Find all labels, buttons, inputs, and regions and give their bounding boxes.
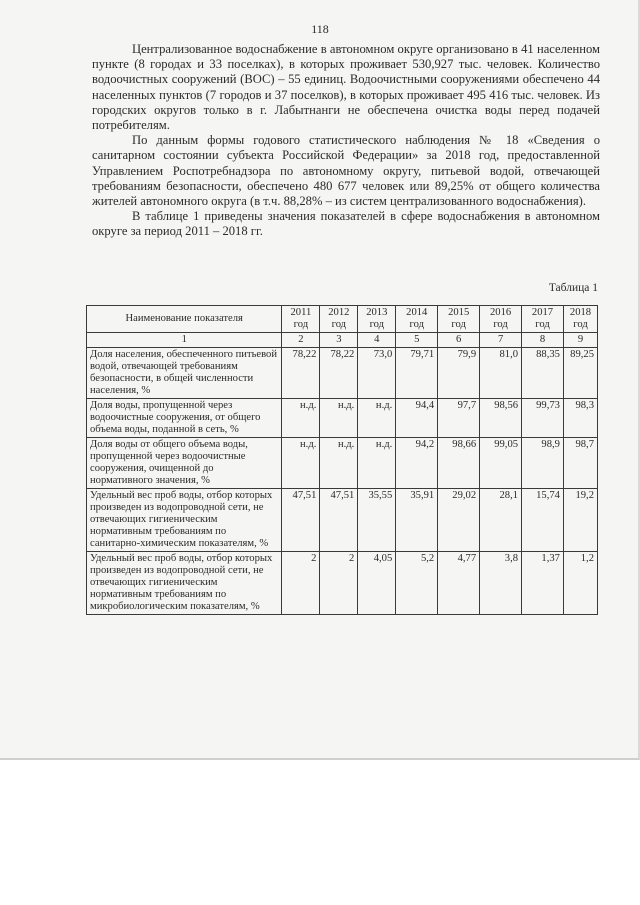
value-cell: 88,35 xyxy=(522,348,564,399)
indicator-name-cell: Удельный вес проб воды, отбор которых произведен из водопроводной сети, не отвечающих гигиеническим нормативным требованиям по микробиологическим показателям, % xyxy=(87,552,282,615)
indicator-name-cell: Доля воды от общего объема воды, пропущенной через водоочистные сооружения, очищенной до нормативного значения, % xyxy=(87,438,282,489)
value-cell: 89,25 xyxy=(563,348,597,399)
value-cell: 47,51 xyxy=(320,489,358,552)
value-cell: 1,2 xyxy=(563,552,597,615)
column-number: 9 xyxy=(563,333,597,348)
table-body xyxy=(87,333,598,615)
paragraph-2: По данным формы годового статистического наблюдения № 18 «Сведения о санитарном состоянии субъекта Российской Федерации» за 2018 год, предоставленной Управлением Роспотребнадзора по автономному округу, питьевой водой, отвечающей требованиям безопасности, обеспечено 480 677 человек или 89,25% от общего количества жителей автономного округа (в т.ч. 88,28% – из систем централизованного водоснабжения). xyxy=(92,133,600,209)
column-number-row xyxy=(87,333,598,348)
header-year: 2011 год xyxy=(282,306,320,333)
value-cell: 3,8 xyxy=(480,552,522,615)
value-cell: 94,2 xyxy=(396,438,438,489)
value-cell: 79,71 xyxy=(396,348,438,399)
table-row xyxy=(87,348,598,399)
column-number: 4 xyxy=(358,333,396,348)
value-cell: 28,1 xyxy=(480,489,522,552)
value-cell: 99,73 xyxy=(522,399,564,438)
column-number: 6 xyxy=(438,333,480,348)
header-year: 2018 год xyxy=(563,306,597,333)
value-cell: 81,0 xyxy=(480,348,522,399)
value-cell: н.д. xyxy=(358,399,396,438)
header-year: 2016 год xyxy=(480,306,522,333)
value-cell: 98,7 xyxy=(563,438,597,489)
value-cell: н.д. xyxy=(320,438,358,489)
value-cell: 4,77 xyxy=(438,552,480,615)
column-number: 8 xyxy=(522,333,564,348)
value-cell: 5,2 xyxy=(396,552,438,615)
column-number: 5 xyxy=(396,333,438,348)
table-row xyxy=(87,489,598,552)
value-cell: 2 xyxy=(320,552,358,615)
value-cell: 2 xyxy=(282,552,320,615)
header-year: 2013 год xyxy=(358,306,396,333)
value-cell: 78,22 xyxy=(320,348,358,399)
value-cell: 98,3 xyxy=(563,399,597,438)
column-number: 2 xyxy=(282,333,320,348)
header-indicator-name: Наименование показателя xyxy=(87,306,282,333)
table-caption: Таблица 1 xyxy=(548,282,598,294)
value-cell: 98,56 xyxy=(480,399,522,438)
header-year: 2014 год xyxy=(396,306,438,333)
value-cell: 47,51 xyxy=(282,489,320,552)
value-cell: 98,9 xyxy=(522,438,564,489)
value-cell: 35,55 xyxy=(358,489,396,552)
value-cell: 35,91 xyxy=(396,489,438,552)
value-cell: 99,05 xyxy=(480,438,522,489)
value-cell: н.д. xyxy=(282,438,320,489)
value-cell: 4,05 xyxy=(358,552,396,615)
header-year: 2017 год xyxy=(522,306,564,333)
value-cell: 97,7 xyxy=(438,399,480,438)
table-row xyxy=(87,399,598,438)
page-number: 118 xyxy=(311,22,329,36)
indicators-table xyxy=(86,305,598,615)
value-cell: 19,2 xyxy=(563,489,597,552)
value-cell: 1,37 xyxy=(522,552,564,615)
paragraph-3: В таблице 1 приведены значения показателей в сфере водоснабжения в автономном округе за период 2011 – 2018 гг. xyxy=(92,209,600,239)
paragraph-1: Централизованное водоснабжение в автономном округе организовано в 41 населенном пункте (8 городах и 33 поселках), в которых проживает 530,927 тыс. человек. Количество водоочистных сооружений (ВОС) – 55 единиц. Водоочистными сооружениями обеспечено 44 населенных пунктов (7 городов и 37 поселков), в которых проживает 495 416 тыс. человек. Из городских округов только в г. Лабытнанги не обеспечена очистка воды перед подачей потребителям. xyxy=(92,42,600,133)
column-number: 7 xyxy=(480,333,522,348)
column-number: 3 xyxy=(320,333,358,348)
header-year: 2012 год xyxy=(320,306,358,333)
value-cell: 94,4 xyxy=(396,399,438,438)
value-cell: н.д. xyxy=(282,399,320,438)
indicator-name-cell: Удельный вес проб воды, отбор которых произведен из водопроводной сети, не отвечающих гигиеническим нормативным требованиям по санитарно-химическим показателям, % xyxy=(87,489,282,552)
header-year: 2015 год xyxy=(438,306,480,333)
indicator-name-cell: Доля населения, обеспеченного питьевой водой, отвечающей требованиям безопасности, в общей численности населения, % xyxy=(87,348,282,399)
value-cell: 78,22 xyxy=(282,348,320,399)
indicator-name-cell: Доля воды, пропущенной через водоочистные сооружения, от общего объема воды, поданной в сеть, % xyxy=(87,399,282,438)
column-number: 1 xyxy=(87,333,282,348)
table-header-row xyxy=(87,306,598,333)
value-cell: н.д. xyxy=(320,399,358,438)
table-row xyxy=(87,438,598,489)
table-row xyxy=(87,552,598,615)
value-cell: 29,02 xyxy=(438,489,480,552)
value-cell: 73,0 xyxy=(358,348,396,399)
value-cell: 98,66 xyxy=(438,438,480,489)
value-cell: 15,74 xyxy=(522,489,564,552)
value-cell: 79,9 xyxy=(438,348,480,399)
value-cell: н.д. xyxy=(358,438,396,489)
body-text xyxy=(92,42,600,240)
